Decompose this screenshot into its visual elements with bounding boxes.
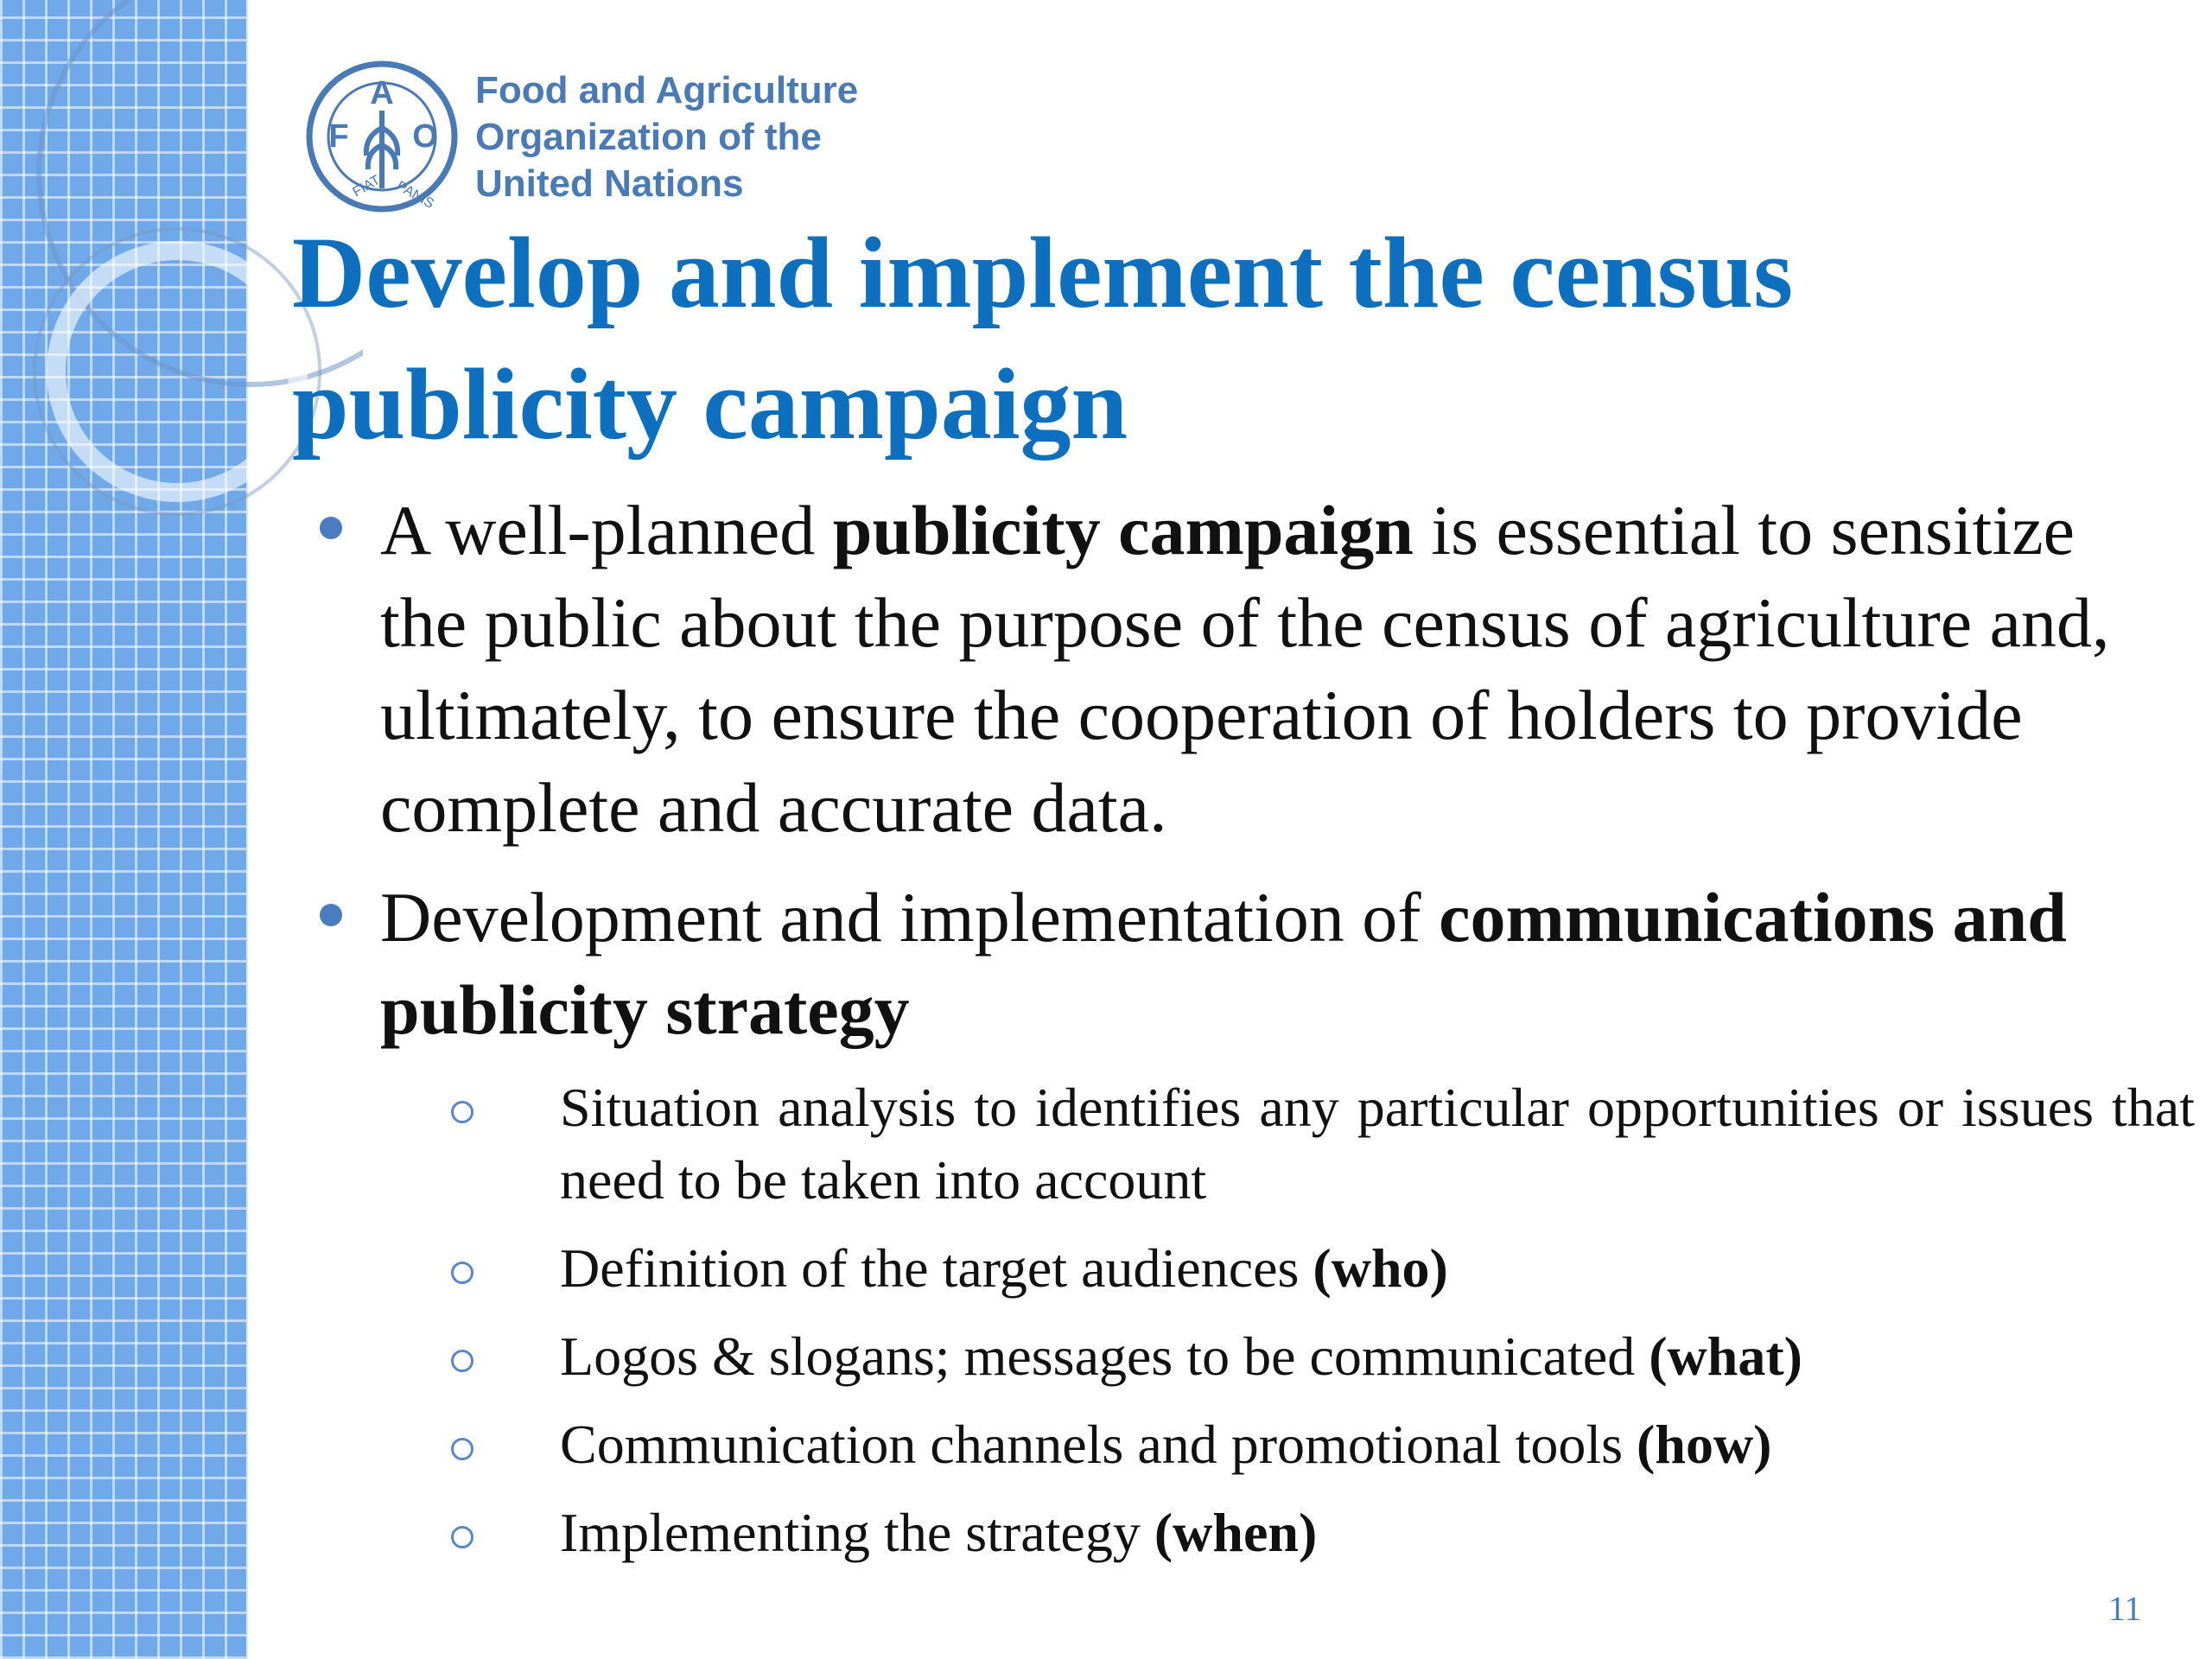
svg-text:F: F — [328, 118, 349, 155]
svg-text:PANIS: PANIS — [394, 178, 437, 212]
sub-bullet-bold: (how) — [1637, 1414, 1772, 1475]
bullet-item — [311, 871, 2177, 1056]
sub-bullet-text: Logos & slogans; messages to be communicated — [560, 1325, 1649, 1387]
title-line2: publicity campaign — [292, 347, 1128, 461]
bullet-dot-icon — [320, 904, 342, 926]
organization-name — [475, 67, 858, 207]
bullet-text-pre: A well-planned — [380, 491, 833, 569]
hollow-circle-bullet-icon — [451, 1350, 474, 1372]
slide-title — [292, 207, 2176, 470]
sub-bullet-bold: (who) — [1313, 1237, 1448, 1299]
bullet-text-bold: communications and publicity strategy — [380, 878, 2067, 1049]
sub-bullet-text: Communication channels and promotional tools — [560, 1414, 1637, 1475]
sub-bullet-item — [449, 1232, 2195, 1305]
main-bullet-list — [311, 484, 2177, 1073]
bullet-text-post: is essential to sensitize the public about the purpose of the census of agriculture and, ultimately, to ensure the cooperation of holders to provide complete and accurate data. — [380, 491, 2110, 847]
sub-bullet-bold: (when) — [1154, 1502, 1318, 1563]
org-name-line1: Food and Agriculture — [475, 69, 859, 111]
sub-bullet-text: Implementing the strategy — [560, 1502, 1154, 1563]
hollow-circle-bullet-icon — [451, 1526, 474, 1548]
bullet-text-bold: publicity campaign — [832, 491, 1414, 569]
bullet-text-pre: Development and implementation of — [380, 878, 1440, 957]
sub-bullet-text: Situation analysis to identifies any particular opportunities or issues that need to be taken into account — [560, 1077, 2195, 1211]
org-name-line3: United Nations — [475, 162, 744, 205]
hollow-circle-bullet-icon — [451, 1262, 474, 1284]
sub-bullet-text: Definition of the target audiences — [560, 1237, 1313, 1299]
sub-bullet-list — [449, 1071, 2195, 1585]
bullet-dot-icon — [320, 517, 342, 539]
bullet-item — [311, 484, 2177, 854]
sub-bullet-item — [449, 1408, 2195, 1481]
title-line1: Develop and implement the census — [292, 216, 1794, 329]
svg-text:A: A — [370, 75, 394, 111]
hollow-circle-bullet-icon — [451, 1101, 474, 1123]
sub-bullet-item — [449, 1071, 2195, 1217]
org-name-line2: Organization of the — [475, 116, 822, 158]
fao-emblem-logo — [304, 59, 460, 214]
svg-text:FIAT: FIAT — [350, 172, 383, 200]
svg-text:O: O — [412, 118, 438, 155]
sub-bullet-item — [449, 1320, 2195, 1393]
sub-bullet-item — [449, 1497, 2195, 1569]
slide-number: 11 — [2108, 1589, 2142, 1628]
sub-bullet-bold: (what) — [1649, 1325, 1802, 1387]
hollow-circle-bullet-icon — [451, 1438, 474, 1460]
